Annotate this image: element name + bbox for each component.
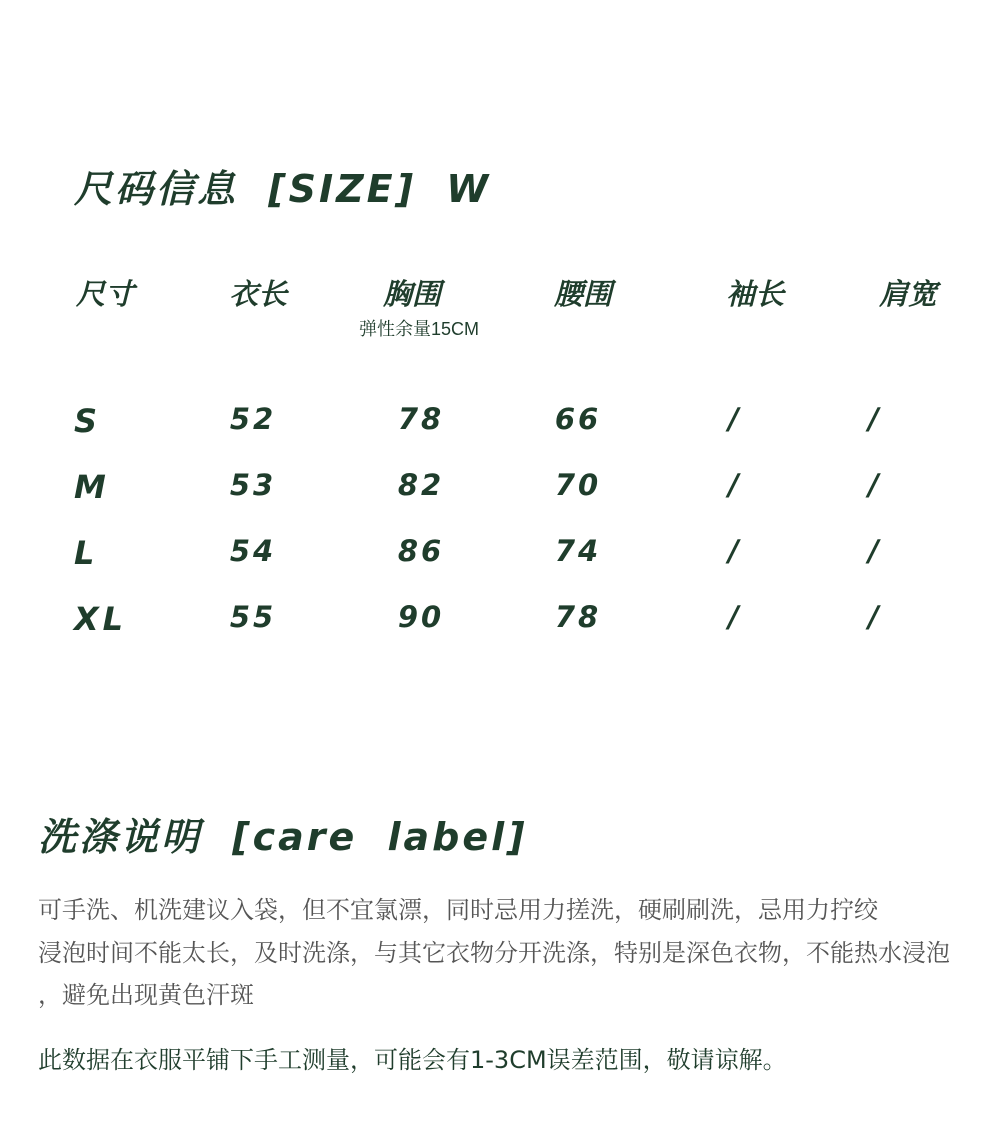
care-section-title: 洗涤说明 [care label] (38, 815, 528, 859)
size-section-title: 尺码信息 [SIZE] W (74, 167, 492, 211)
table-row (0, 534, 1000, 584)
header-length: 衣长 (228, 277, 288, 311)
cell-sleeve: / (728, 600, 742, 634)
table-row (0, 600, 1000, 650)
cell-waist: 66 (554, 402, 602, 436)
cell-size: S (74, 402, 102, 440)
care-instruction-line: 浸泡时间不能太长，及时洗涤，与其它衣物分开洗涤，特别是深色衣物，不能热水浸泡 (38, 939, 950, 967)
cell-chest: 78 (397, 402, 445, 436)
table-row (0, 468, 1000, 518)
cell-length: 52 (229, 402, 277, 436)
cell-chest: 86 (397, 534, 445, 568)
cell-waist: 74 (554, 534, 602, 568)
header-size: 尺寸 (76, 277, 135, 311)
cell-length: 54 (229, 534, 277, 568)
cell-sleeve: / (728, 402, 742, 436)
cell-shoulder: / (868, 402, 882, 436)
header-waist: 腰围 (553, 277, 613, 311)
table-row (0, 402, 1000, 452)
cell-shoulder: / (868, 534, 882, 568)
header-shoulder: 肩宽 (878, 277, 938, 311)
cell-size: M (74, 468, 110, 506)
chest-elastic-note: 弹性余量15CM (358, 319, 480, 339)
cell-size: XL (74, 600, 128, 638)
cell-shoulder: / (868, 468, 882, 502)
cell-size: L (74, 534, 99, 572)
cell-length: 53 (229, 468, 277, 502)
measurement-note: 此数据在衣服平铺下手工测量，可能会有1-3CM误差范围，敬请谅解。 (38, 1046, 787, 1074)
cell-sleeve: / (728, 468, 742, 502)
care-instruction-line: 可手洗、机洗建议入袋，但不宜氯漂，同时忌用力搓洗，硬刷刷洗，忌用力拧绞 (38, 896, 878, 924)
cell-sleeve: / (728, 534, 742, 568)
cell-waist: 70 (554, 468, 602, 502)
cell-chest: 82 (397, 468, 445, 502)
header-chest: 胸围 (382, 277, 442, 311)
header-sleeve: 袖长 (725, 277, 785, 311)
cell-waist: 78 (554, 600, 602, 634)
cell-length: 55 (229, 600, 277, 634)
cell-shoulder: / (868, 600, 882, 634)
care-instruction-line: ，避免出现黄色汗斑 (38, 981, 254, 1009)
cell-chest: 90 (397, 600, 445, 634)
